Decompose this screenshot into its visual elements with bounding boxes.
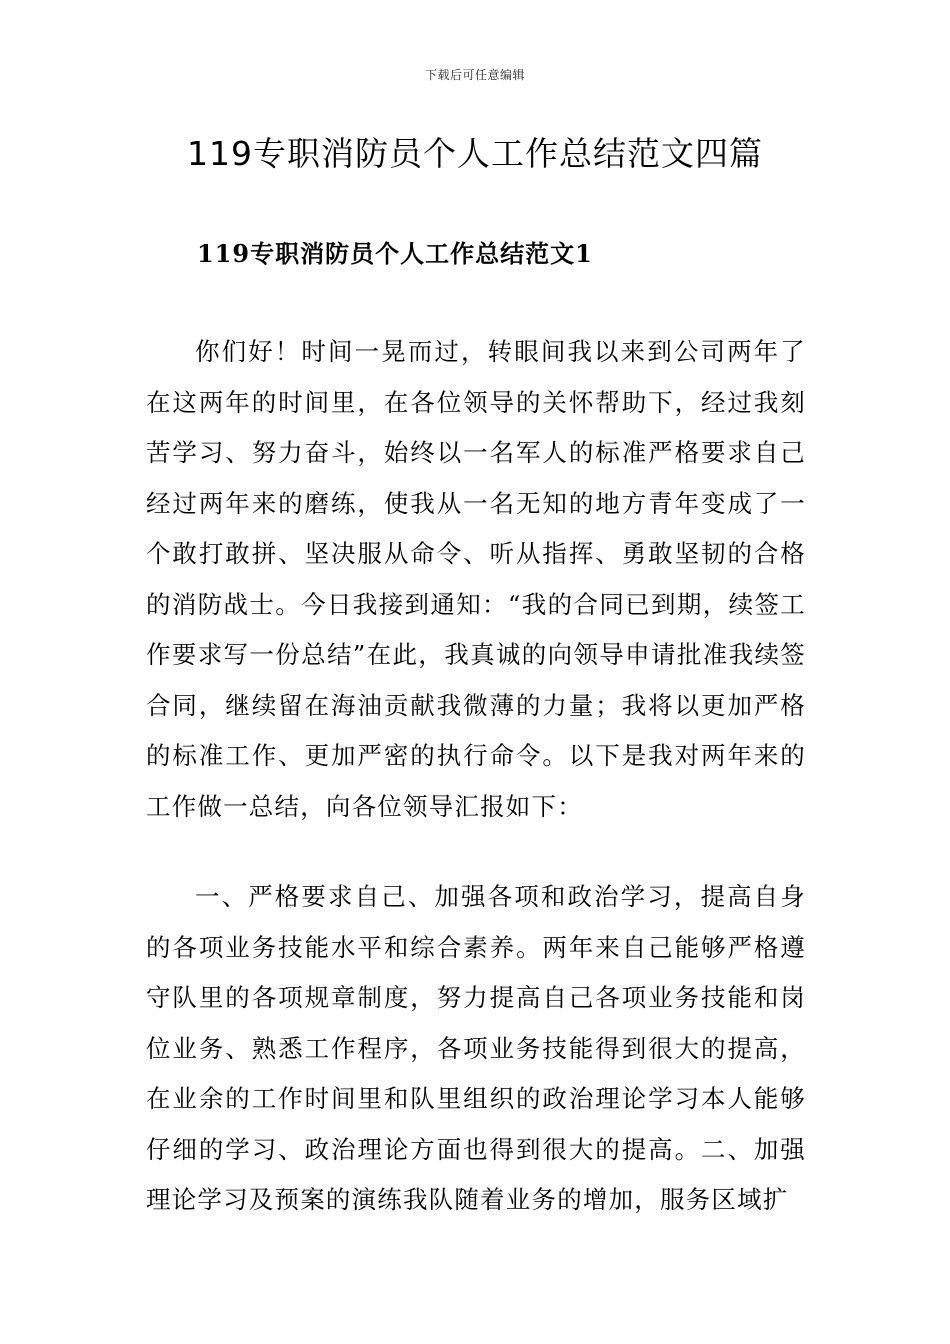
body-paragraph: 一、严格要求自己、加强各项和政治学习，提高自身的各项业务技能水平和综合素养。两年来自己能够严格遵守队里的各项规章制度，努力提高自己各项业务技能和岗位业务、熟悉工作程序，各项业务技能得到很大的提高，在业余的工作时间里和队里组织的政治理论学习本人能够仔细的学习、政治理论方面也得到很大的提高。二、加强理论学习及预案的演练我队随着业务的增加，服务区域扩 xyxy=(146,882,806,1214)
header-note: 下载后可任意编辑 xyxy=(424,68,525,82)
body-paragraph: 你们好！时间一晃而过，转眼间我以来到公司两年了在这两年的时间里，在各位领导的关怀帮助下，经过我刻苦学习、努力奋斗，始终以一名军人的标准严格要求自己经过两年来的磨练，使我从一名无知的地方青年变成了一个敢打敢拼、坚决服从命令、听从指挥、勇敢坚韧的合格的消防战士。今日我接到通知：“我的合同已到期，续签工作要求写一份总结”在此，我真诚的向领导申请批准我续签合同，继续留在海油贡献我微薄的力量；我将以更加严格的标准工作、更加严密的执行命令。以下是我对两年来的工作做一总结，向各位领导汇报如下： xyxy=(146,337,806,821)
section-heading: 119专职消防员个人工作总结范文1 xyxy=(197,239,593,268)
document-title: 119专职消防员个人工作总结范文四篇 xyxy=(187,134,763,173)
